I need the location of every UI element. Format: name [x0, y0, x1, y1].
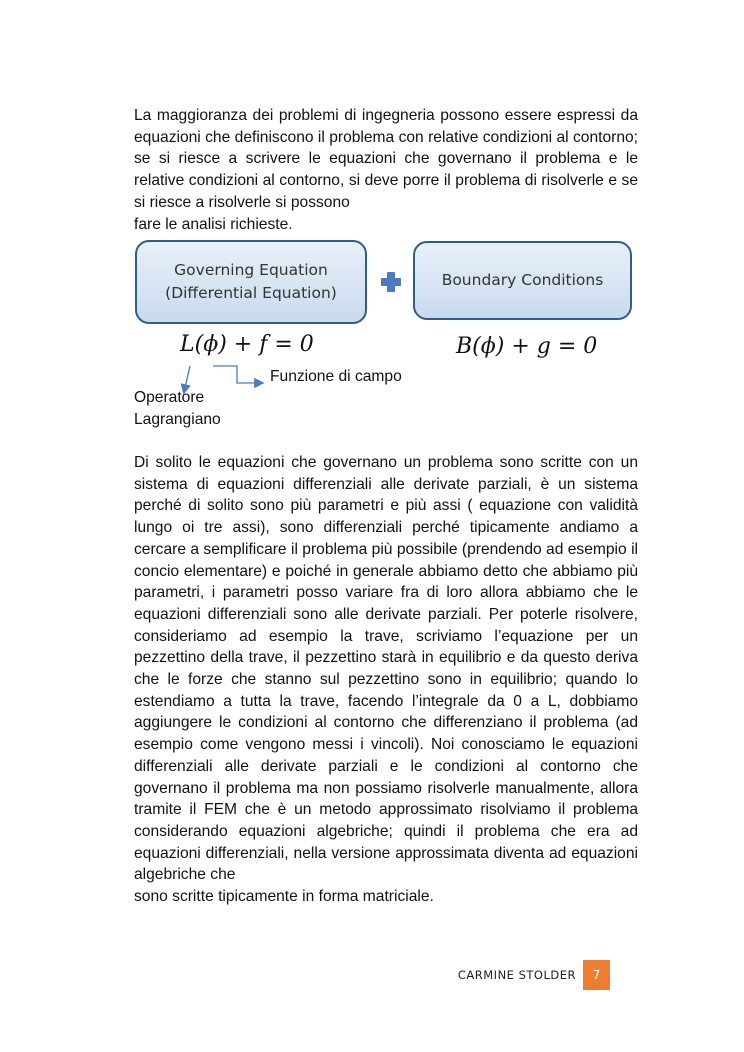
lagrangian-label: Lagrangiano — [134, 411, 221, 428]
intro-text: La maggioranza dei problemi di ingegneria possono essere espressi da equazioni che definiscono il problema con relative condizioni al contorno; se si riesce a scrivere le equazioni che governano il problema e le relative condizioni al contorno, si deve porre il problema di risolverle e se si riesce a risolverle si possono — [134, 107, 638, 211]
governing-equation-title: Governing Equation — [174, 261, 328, 279]
boundary-conditions-title: Boundary Conditions — [441, 271, 604, 289]
field-function-label: Funzione di campo — [270, 368, 402, 385]
body-last-line: sono scritte tipicamente in forma matriciale. — [134, 888, 434, 906]
governing-equation-subtitle: (Differential Equation) — [165, 284, 337, 302]
page-number-badge: 7 — [583, 960, 610, 990]
page-footer — [458, 960, 610, 990]
operator-label: Operatore — [134, 389, 205, 406]
governing-equation-formula: L(ϕ) + f = 0 — [180, 332, 314, 357]
footer-author: CARMINE STOLDER — [457, 968, 576, 982]
boundary-equation-formula: B(ϕ) + g = 0 — [456, 334, 598, 359]
body-text: Di solito le equazioni che governano un problema sono scritte con un sistema di equazioni differenziali alle derivate parziali, è un sistema perché di solito sono più parametri e più assi ( equazione con validità lungo oi tre assi), sono differenziali perché tipicamente andiamo a cercare a semplificare il problema più possibile (prendendo ad esempio il concio elementare) e poiché in generale abbiamo detto che abbiamo più parametri, i parametri posso variare fra di loro allora abbiamo che le equazioni differenziali sono alle derivate parziali. Per poterle risolvere, consideriamo ad esempio la trave, scriviamo l’equazione per un pezzettino della trave, il pezzettino starà in equilibrio e da questo deriva che le forze che stanno sul pezzettino sono in equilibrio; quando lo estendiamo a tutta la trave, facendo l’integrale da 0 a L, dobbiamo aggiungere le condizioni al contorno che differenziano il problema (ad esempio come vengono messi i vincoli). Noi conosciamo le equazioni differenziali alle derivate parziali e le condizioni al contorno che governano il problema ma non possiamo risolverle manualmente, allora tramite il FEM che è un metodo approssimato risolviamo il problema considerando equazioni algebriche; quindi il problema che era ad equazioni differenziali, nella versione approssimata diventa ad equazioni algebriche che — [134, 454, 638, 884]
body-paragraph — [134, 452, 638, 908]
arrow-to-field-function — [213, 366, 262, 383]
intro-last-line: fare le analisi richieste. — [134, 215, 293, 233]
